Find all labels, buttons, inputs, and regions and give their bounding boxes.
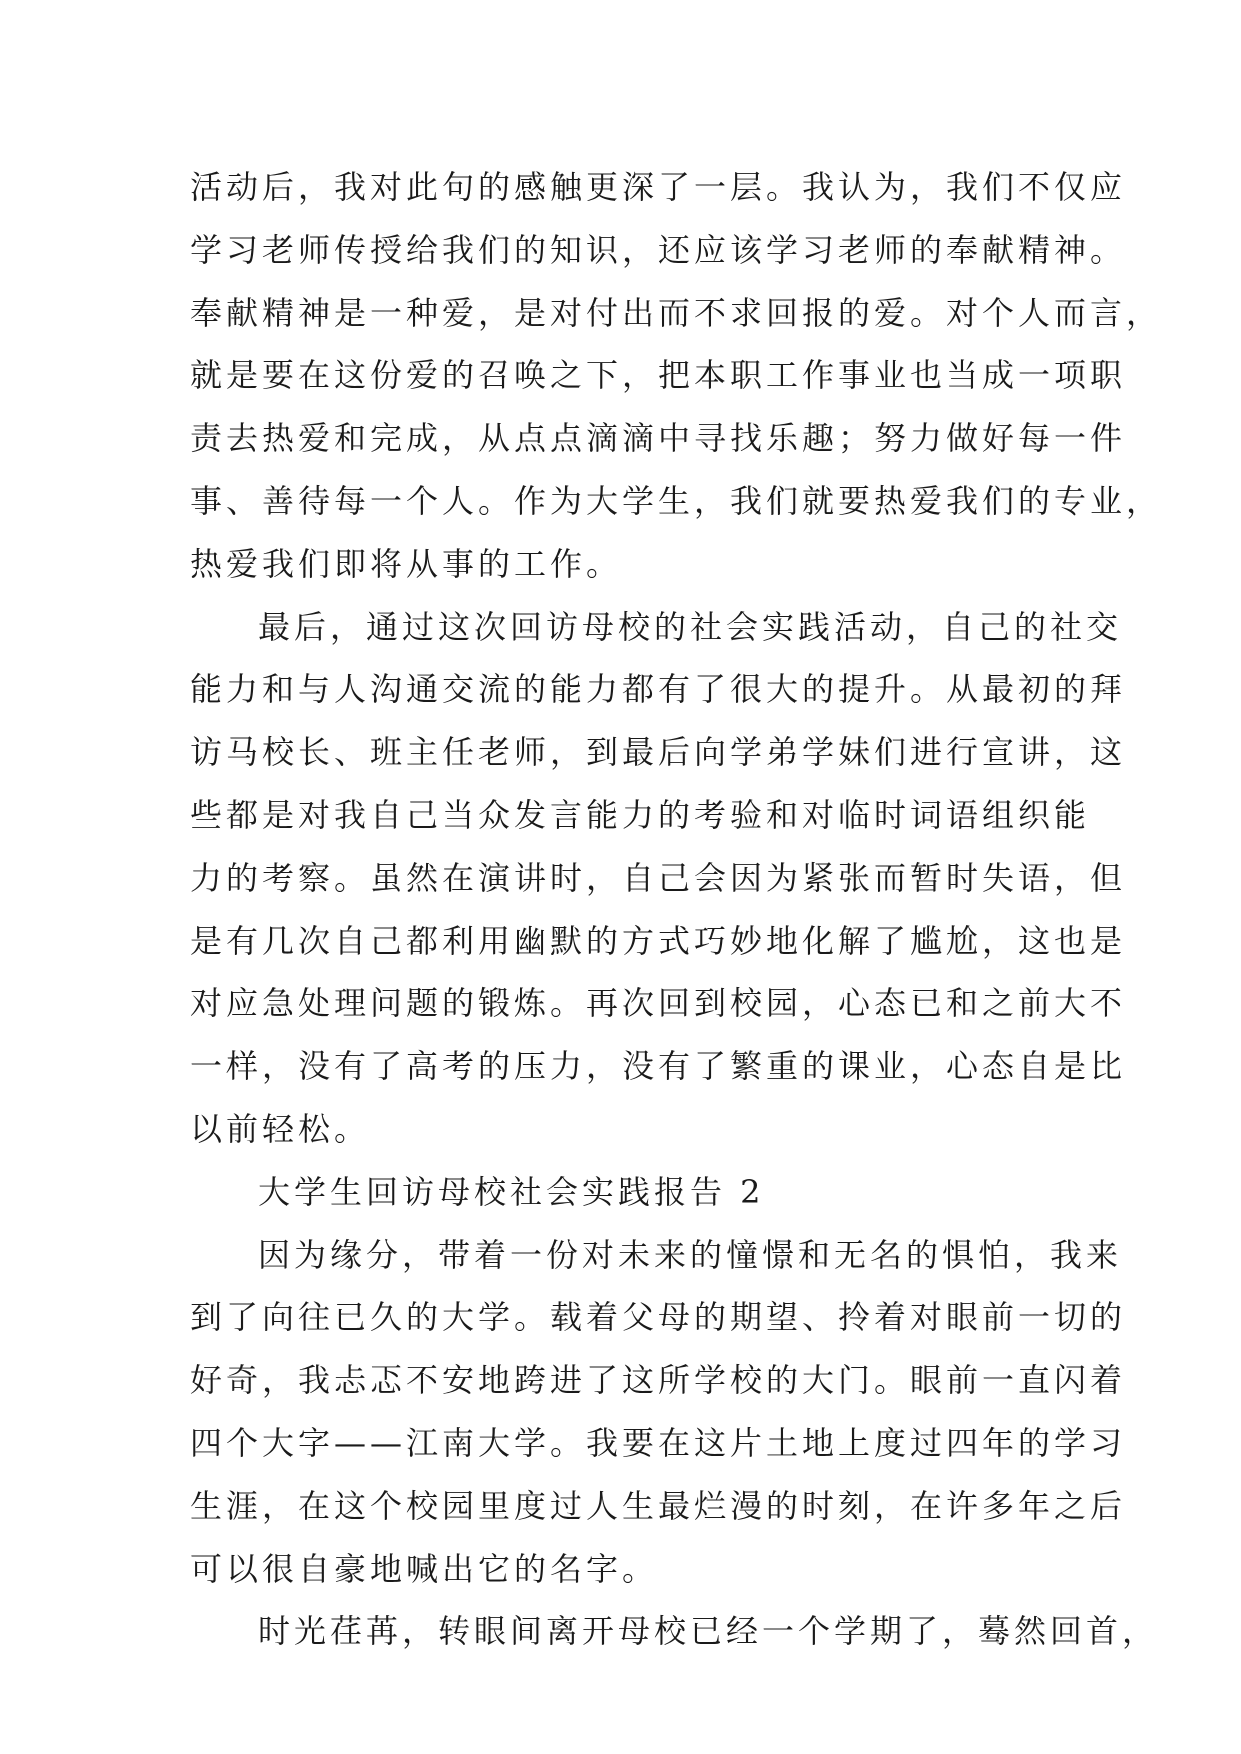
text-line: 学习老师传授给我们的知识，还应该学习老师的奉献精神。	[190, 230, 1127, 269]
text-line: 责去热爱和完成，从点点滴滴中寻找乐趣；努力做好每一件	[190, 419, 1127, 458]
paragraph-start-line: 最后，通过这次回访母校的社会实践活动，自己的社交	[258, 607, 1123, 646]
text-line: 四个大字——江南大学。我要在这片土地上度过四年的学习	[190, 1423, 1127, 1462]
text-line: 到了向往已久的大学。载着父母的期望、拎着对眼前一切的	[190, 1298, 1127, 1337]
text-line: 访马校长、班主任老师，到最后向学弟学妹们进行宣讲，这	[190, 733, 1127, 772]
paragraph-start-line: 因为缘分，带着一份对未来的憧憬和无名的惧怕，我来	[258, 1235, 1123, 1274]
text-line: 一样，没有了高考的压力，没有了繁重的课业，心态自是比	[190, 1047, 1127, 1086]
document-body	[190, 156, 1163, 1663]
text-line: 热爱我们即将从事的工作。	[190, 544, 623, 583]
section-heading: 大学生回访母校社会实践报告 2	[258, 1172, 765, 1211]
text-line: 是有几次自己都利用幽默的方式巧妙地化解了尴尬，这也是	[190, 921, 1127, 960]
text-line: 力的考察。虽然在演讲时，自己会因为紧张而暂时失语，但	[190, 858, 1127, 897]
text-line: 就是要在这份爱的召唤之下，把本职工作事业也当成一项职	[190, 356, 1127, 395]
text-line: 对应急处理问题的锻炼。再次回到校园，心态已和之前大不	[190, 984, 1127, 1023]
text-line: 生涯，在这个校园里度过人生最烂漫的时刻，在许多年之后	[190, 1486, 1127, 1525]
text-line: 以前轻松。	[190, 1109, 371, 1148]
text-line: 好奇，我忐忑不安地跨进了这所学校的大门。眼前一直闪着	[190, 1361, 1127, 1400]
text-line: 可以很自豪地喊出它的名字。	[190, 1549, 659, 1588]
text-line: 能力和与人沟通交流的能力都有了很大的提升。从最初的拜	[190, 670, 1127, 709]
text-line: 些都是对我自己当众发言能力的考验和对临时词语组织能	[190, 795, 1091, 834]
text-line: 事、善待每一个人。作为大学生，我们就要热爱我们的专业，	[190, 481, 1163, 520]
text-line: 奉献精神是一种爱，是对付出而不求回报的爱。对个人而言，	[190, 293, 1163, 332]
paragraph-start-line: 时光荏苒，转眼间离开母校已经一个学期了，蓦然回首，	[258, 1612, 1159, 1651]
text-line: 活动后，我对此句的感触更深了一层。我认为，我们不仅应	[190, 168, 1127, 206]
